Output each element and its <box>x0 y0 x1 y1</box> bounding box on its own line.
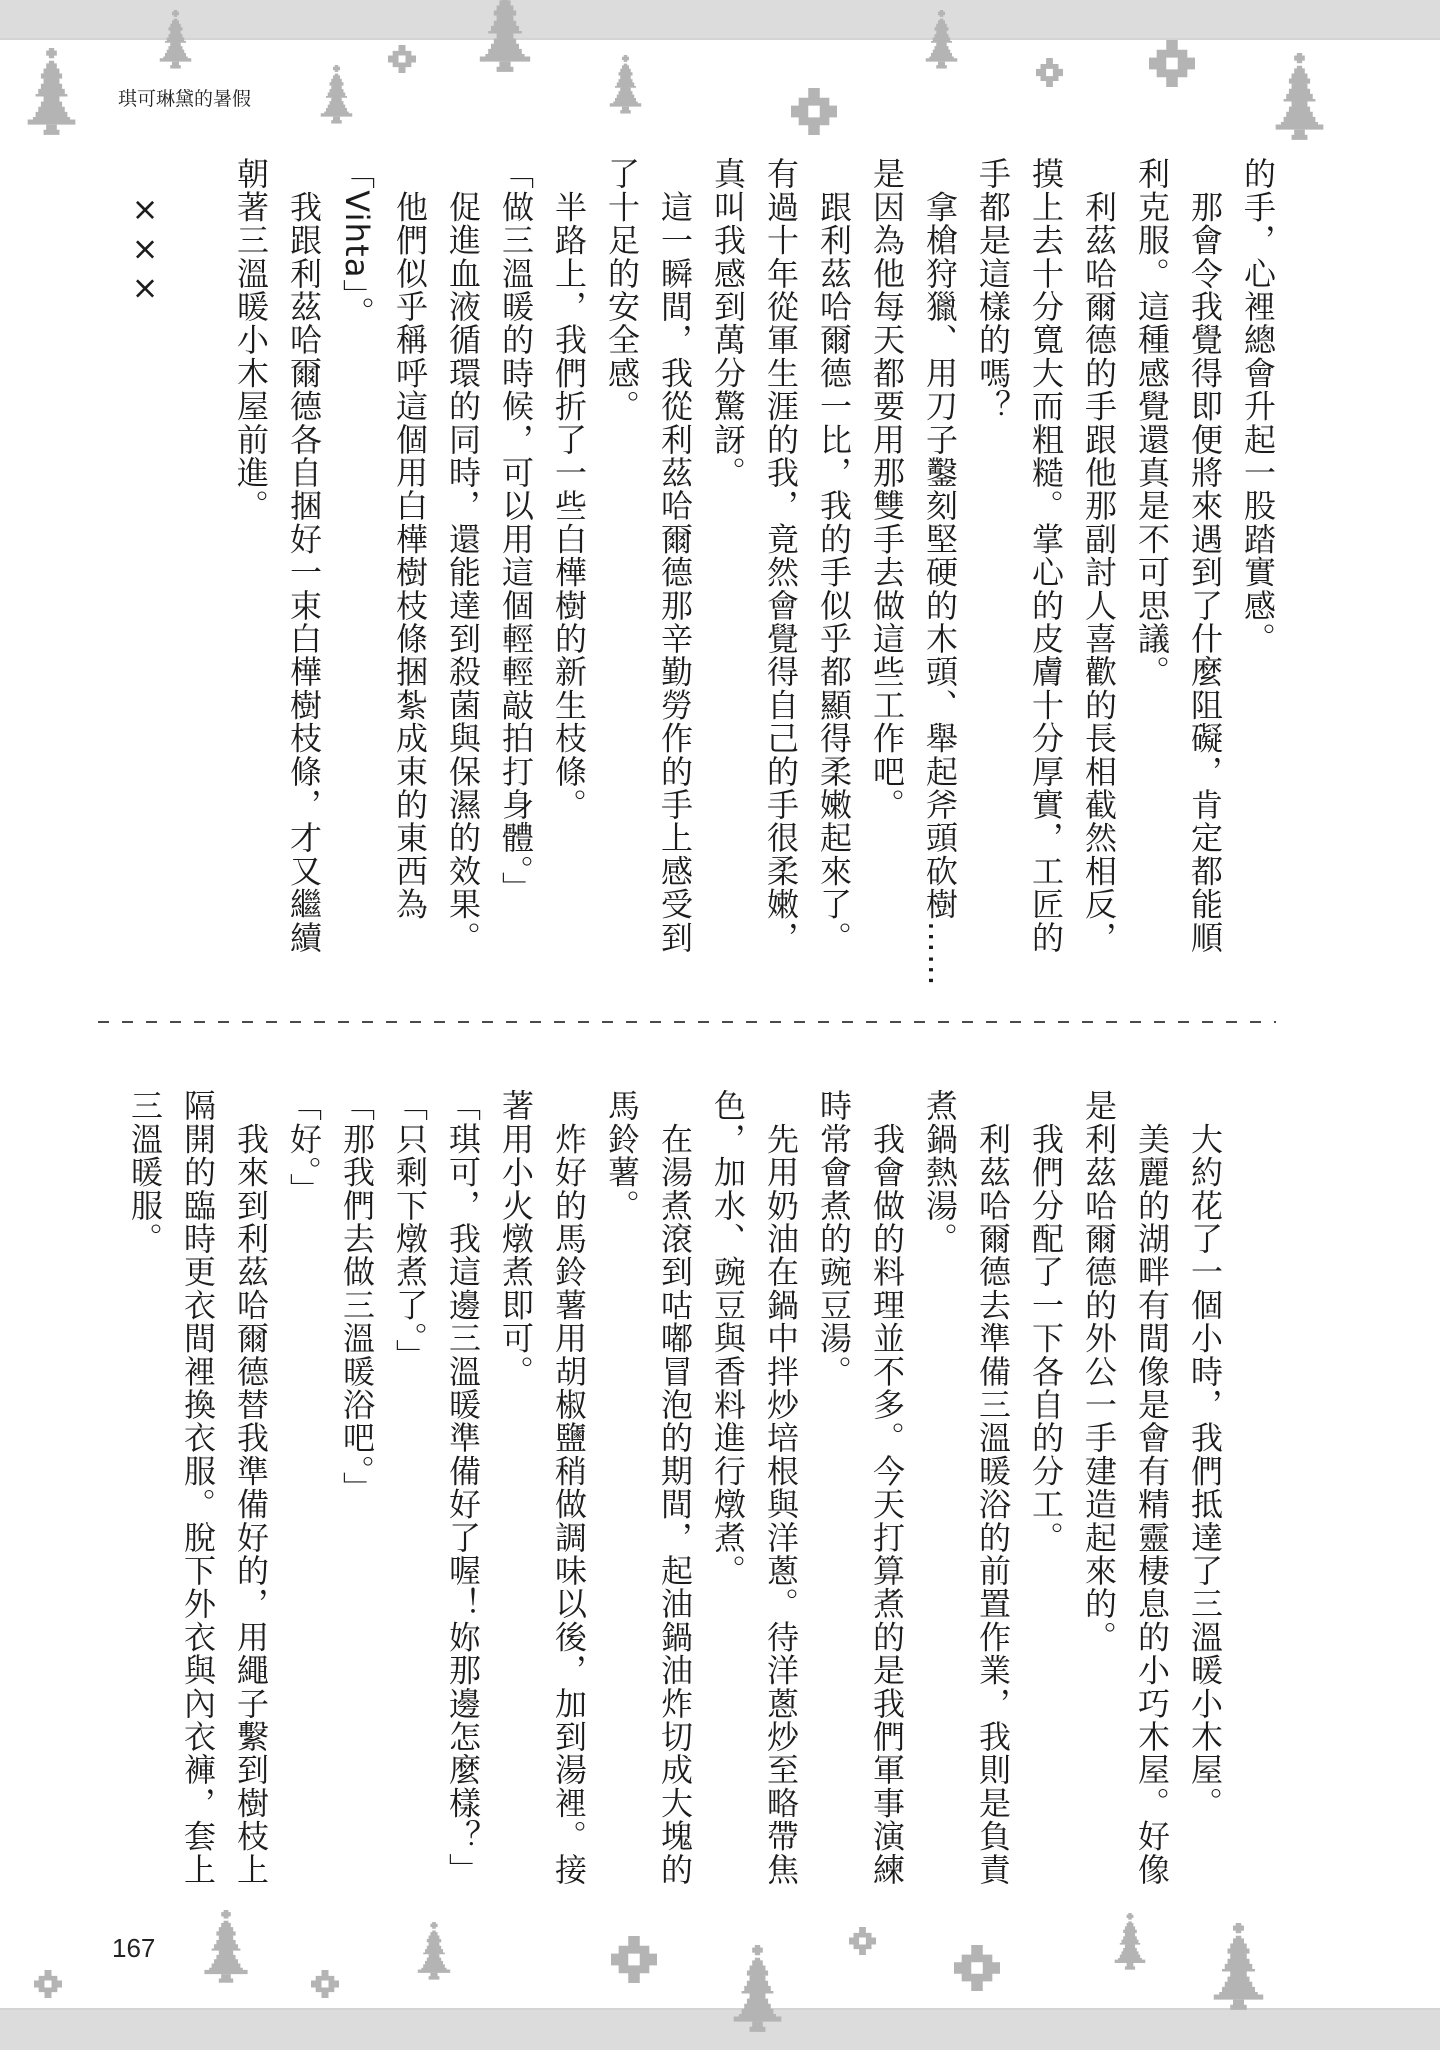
pine-tree-icon <box>1113 1913 1147 1973</box>
diamond-ornament-icon <box>791 88 837 135</box>
pine-tree-icon <box>477 0 533 77</box>
text-column: 那會令我覺得即便將來遇到了什麼阻礙，肯定都能順 <box>1186 157 1224 954</box>
running-header: 琪可琳黛的暑假 <box>118 88 252 110</box>
text-column: 拿槍狩獵、用刀子鑿刻堅硬的木頭、舉起斧頭砍樹…… <box>921 157 959 987</box>
text-column: 「做三溫暖的時候，可以用這個輕輕敲拍打身體。」 <box>497 157 535 905</box>
pine-tree-icon <box>25 48 78 140</box>
diamond-ornament-icon <box>954 1945 1000 1991</box>
text-column: 手都是這樣的嗎？ <box>974 157 1012 423</box>
text-column: 我們分配了一下各自的分工。 <box>1027 1089 1065 1554</box>
text-column: 促進血液循環的同時，還能達到殺菌與保濕的效果。 <box>444 157 482 954</box>
diamond-ornament-icon <box>1149 40 1195 87</box>
text-column: 跟利茲哈爾德一比，我的手似乎都顯得柔嫩起來了。 <box>815 157 853 954</box>
text-column: 「只剩下燉煮了。」 <box>391 1089 429 1372</box>
text-column: 是因為他每天都要用那雙手去做這些工作吧。 <box>868 157 906 821</box>
pine-tree-icon <box>608 55 643 117</box>
text-column: 「Vihta」。 <box>338 157 376 330</box>
text-column: 馬鈴薯。 <box>603 1089 641 1222</box>
text-column: 在湯煮滾到咕嘟冒泡的期間，起油鍋油炸切成大塊的 <box>656 1089 694 1886</box>
text-column: 三溫暖服。 <box>126 1089 164 1255</box>
text-column: 有過十年從軍生涯的我，竟然會覺得自己的手很柔嫩， <box>762 157 800 954</box>
text-column: 色，加水、豌豆與香料進行燉煮。 <box>709 1089 747 1587</box>
tier-divider <box>98 1021 1276 1023</box>
text-column: 炸好的馬鈴薯用胡椒鹽稍做調味以後，加到湯裡。接 <box>550 1089 588 1886</box>
text-column: 了十足的安全感。 <box>603 157 641 423</box>
text-column: 是利茲哈爾德的外公一手建造起來的。 <box>1080 1089 1118 1654</box>
pine-tree-icon <box>319 65 354 127</box>
text-column: 朝著三溫暖小木屋前進。 <box>232 157 270 523</box>
pine-tree-icon <box>1211 1923 1266 2015</box>
blank-column <box>1231 1089 1284 1889</box>
scene-break-marker: ××× <box>126 157 164 308</box>
text-column: 他們似乎稱呼這個用白樺樹枝條捆紮成束的東西為 <box>391 157 429 921</box>
text-column: 我跟利茲哈爾德各自捆好一束白樺樹枝條，才又繼續 <box>285 157 323 954</box>
top-border-band <box>0 0 1440 40</box>
upper-tier-text <box>118 157 1284 987</box>
text-column: 這一瞬間，我從利茲哈爾德那辛勤勞作的手上感受到 <box>656 157 694 954</box>
text-column: 「那我們去做三溫暖浴吧。」 <box>338 1089 376 1505</box>
diamond-ornament-icon <box>311 1970 339 1998</box>
pine-tree-icon <box>416 1922 452 1983</box>
text-column: 煮鍋熱湯。 <box>921 1089 959 1255</box>
text-column: 隔開的臨時更衣間裡換衣服。脫下外衣與內衣褲，套上 <box>179 1089 217 1886</box>
text-column: 利茲哈爾德去準備三溫暖浴的前置作業，我則是負責 <box>974 1089 1012 1886</box>
text-column: 大約花了一個小時，我們抵達了三溫暖小木屋。 <box>1186 1089 1224 1820</box>
diamond-ornament-icon <box>849 1927 876 1955</box>
text-column: 美麗的湖畔有間像是會有精靈棲息的小巧木屋。好像 <box>1133 1089 1171 1886</box>
text-column: 先用奶油在鍋中拌炒培根與洋蔥。待洋蔥炒至略帶焦 <box>762 1089 800 1886</box>
pine-tree-icon <box>1273 53 1326 145</box>
pine-tree-icon <box>158 10 193 72</box>
blank-column <box>171 157 224 957</box>
diamond-ornament-icon <box>34 1970 62 1998</box>
text-column: 「琪可，我這邊三溫暖準備好了喔！妳那邊怎麼樣？」 <box>444 1089 482 1886</box>
text-column: 利茲哈爾德的手跟他那副討人喜歡的長相截然相反， <box>1080 157 1118 954</box>
diamond-ornament-icon <box>388 45 416 73</box>
pine-tree-icon <box>731 1945 784 2037</box>
diamond-ornament-icon <box>1036 58 1063 87</box>
text-column: 我會做的料理並不多。今天打算煮的是我們軍事演練 <box>868 1089 906 1886</box>
text-column: 真叫我感到萬分驚訝。 <box>709 157 747 489</box>
text-column: 利克服。這種感覺還真是不可思議。 <box>1133 157 1171 689</box>
text-column: 的手，心裡總會升起一股踏實感。 <box>1239 157 1277 655</box>
text-column: 著用小火燉煮即可。 <box>497 1089 535 1388</box>
text-column: 半路上，我們折了一些白樺樹的新生枝條。 <box>550 157 588 821</box>
text-column: 我來到利茲哈爾德替我準備好的，用繩子繫到樹枝上 <box>232 1089 270 1886</box>
text-column: 「好。」 <box>285 1089 323 1206</box>
text-column: 時常會煮的豌豆湯。 <box>815 1089 853 1388</box>
pine-tree-icon <box>924 10 959 72</box>
page-number: 167 <box>112 1933 156 1963</box>
text-column: 摸上去十分寬大而粗糙。掌心的皮膚十分厚實，工匠的 <box>1027 157 1065 954</box>
lower-tier-text <box>118 1089 1284 1889</box>
diamond-ornament-icon <box>611 1936 657 1983</box>
pine-tree-icon <box>202 1910 250 1987</box>
